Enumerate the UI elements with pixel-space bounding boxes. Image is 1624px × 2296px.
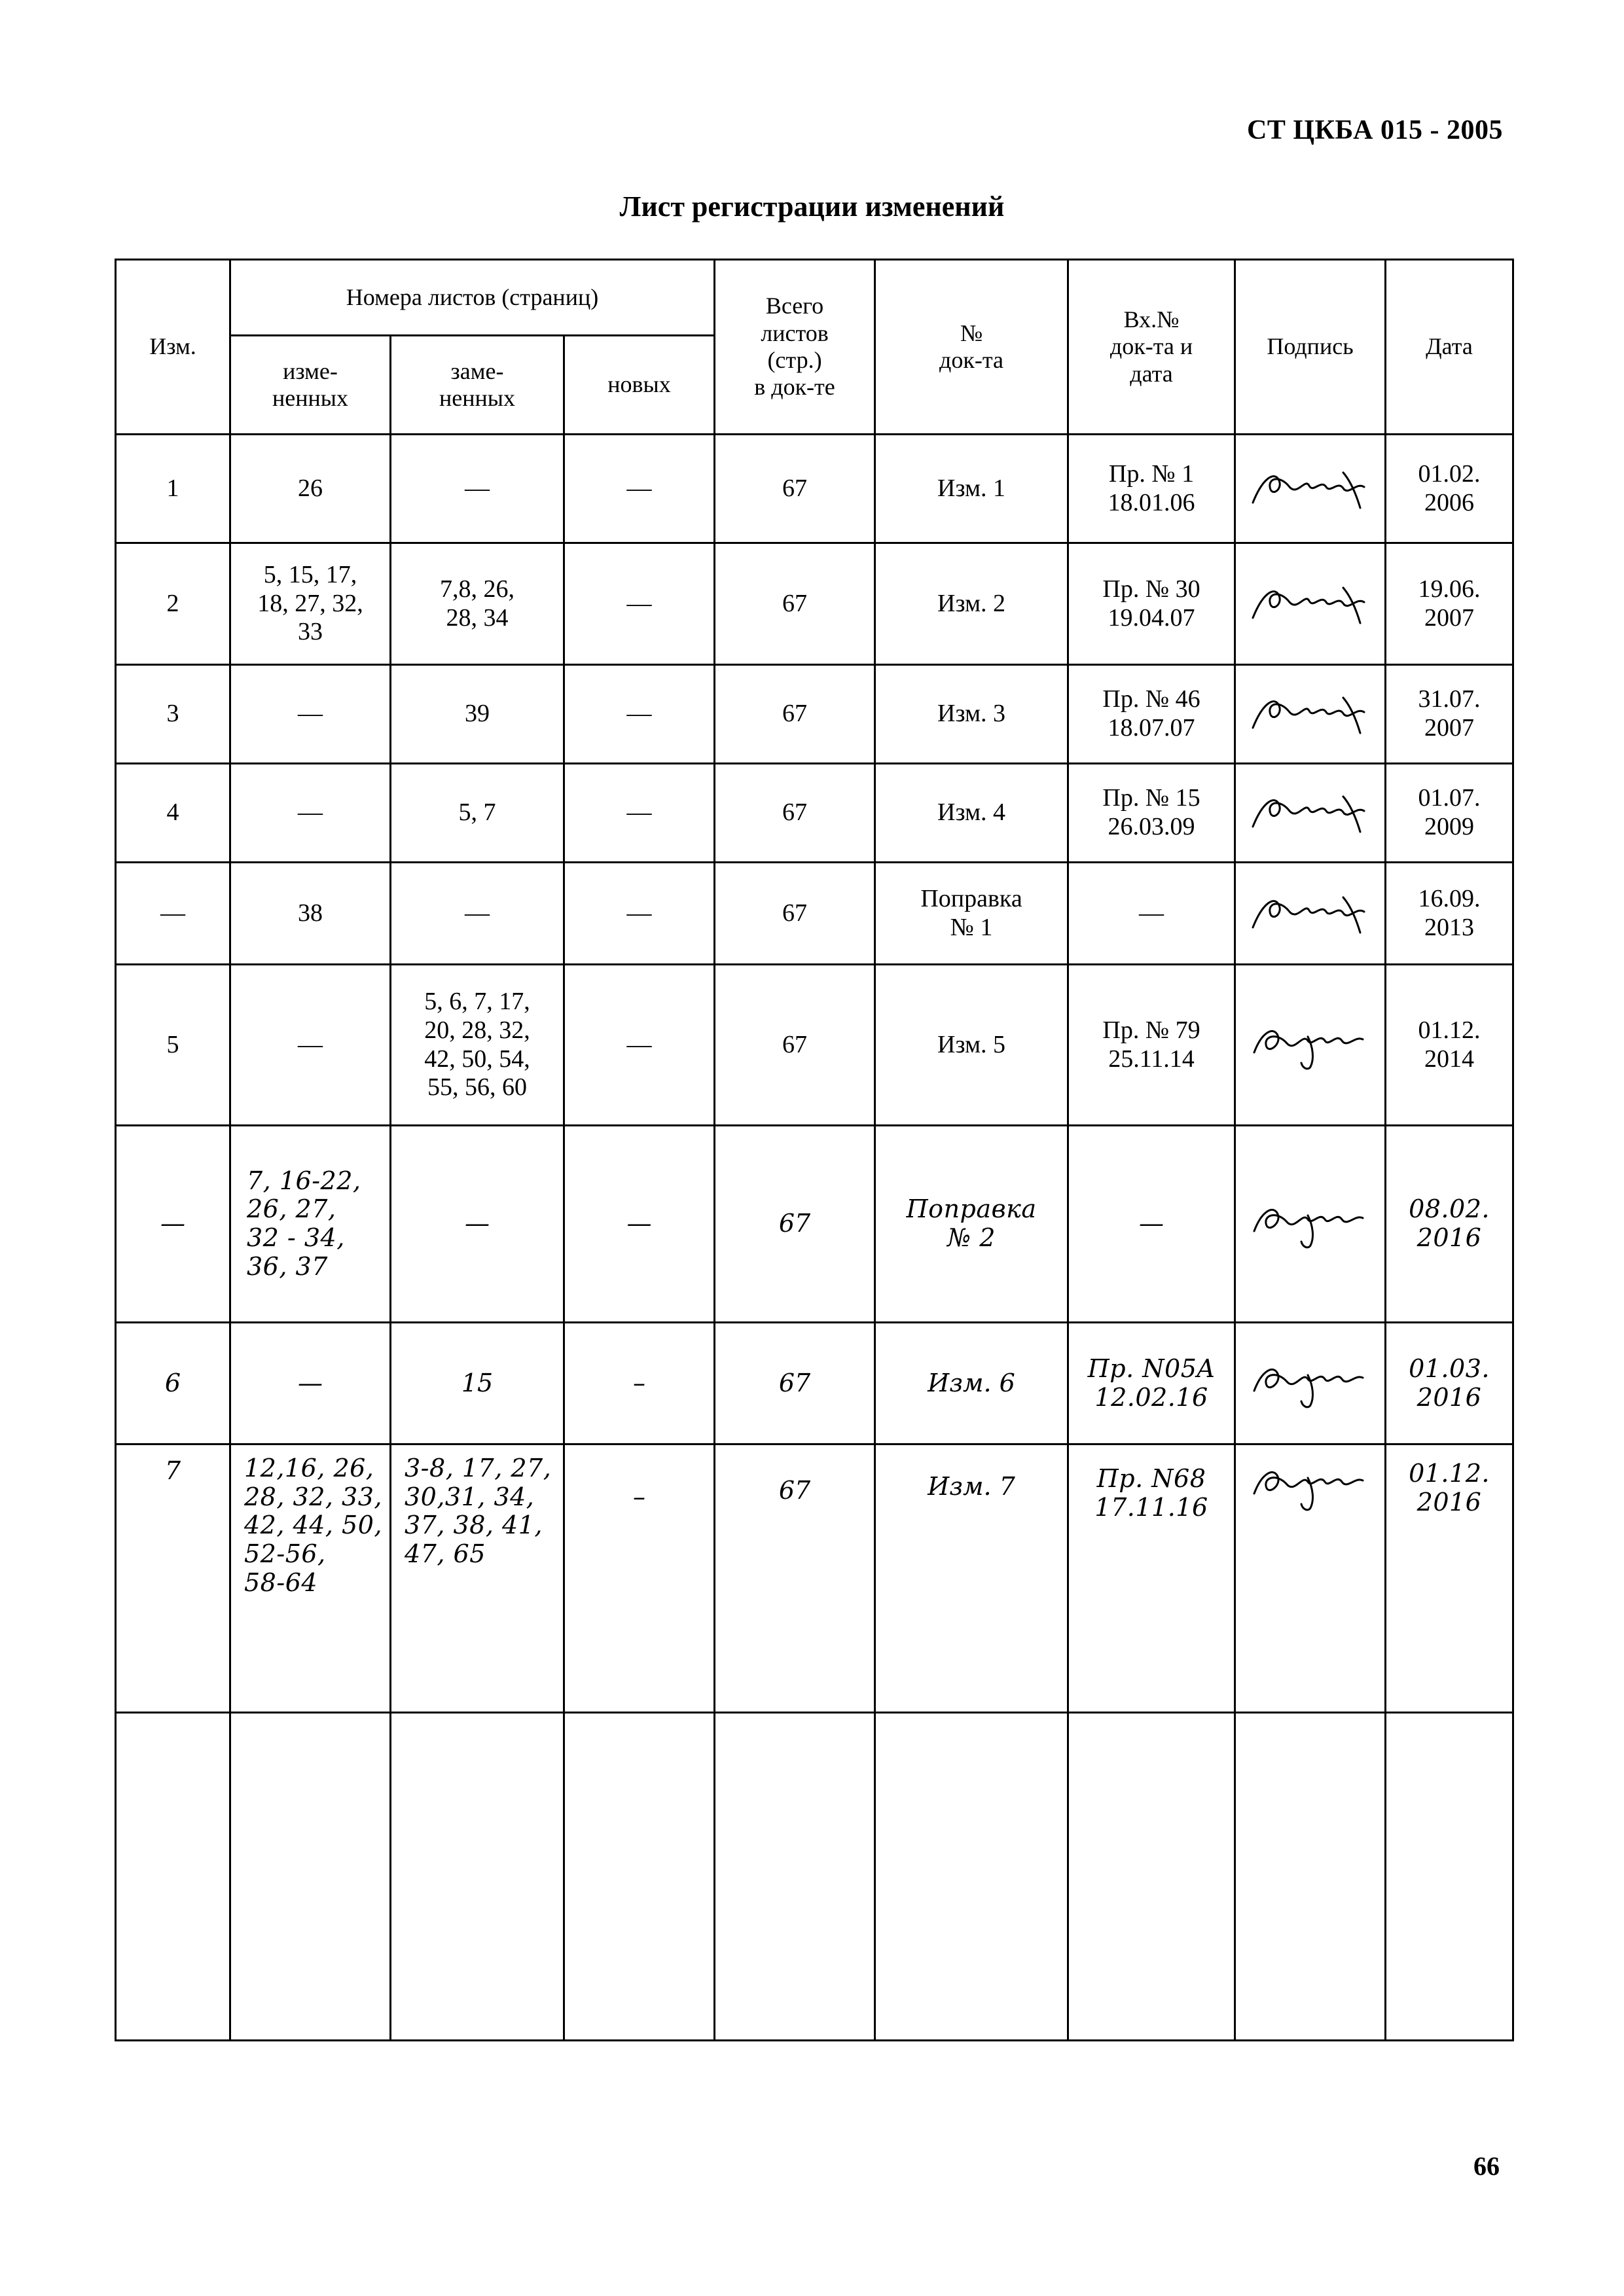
header-incoming-line2: док-та и — [1110, 333, 1193, 360]
cell-doc-line1: Поправка — [920, 884, 1022, 912]
cell-date-line1: 01.12. — [1409, 1459, 1490, 1488]
cell-total: 67 — [715, 1126, 875, 1323]
cell-incoming-line2: 12.02.16 — [1094, 1382, 1208, 1412]
cell-date — [1386, 1323, 1513, 1444]
cell-total: 67 — [715, 665, 875, 764]
cell-signature — [1235, 1323, 1386, 1444]
header-incoming-line1: Вх.№ — [1123, 306, 1180, 332]
cell-total: 67 — [715, 435, 875, 543]
cell-doc-number: Изм. 7 — [875, 1444, 1068, 1713]
cell-replaced: 5, 7 — [391, 764, 564, 863]
cell-incoming-line1: Пр. № 46 — [1102, 685, 1200, 713]
cell-izm: 5 — [116, 965, 230, 1126]
cell-replaced-line4: 55, 56, 60 — [427, 1073, 527, 1102]
cell-doc-number: Изм. 3 — [875, 665, 1068, 764]
cell-replaced-line4: 47, 65 — [405, 1539, 486, 1569]
cell-replaced: — — [391, 863, 564, 965]
header-replaced — [391, 336, 564, 435]
cell-date-line2: 2016 — [1416, 1223, 1482, 1252]
cell-doc-number: Изм. 5 — [875, 965, 1068, 1126]
cell-signature-empty — [1235, 1713, 1386, 2041]
cell-date-line1: 16.09. — [1418, 884, 1481, 912]
table-row — [116, 1126, 1513, 1323]
header-signature: Подпись — [1235, 260, 1386, 435]
header-doc-line1: № — [960, 319, 983, 346]
header-replaced-line1: заме- — [450, 357, 504, 384]
cell-total: 67 — [715, 764, 875, 863]
cell-new-empty — [564, 1713, 715, 2041]
cell-replaced: 39 — [391, 665, 564, 764]
cell-izm: — — [116, 863, 230, 965]
header-replaced-line2: ненных — [439, 385, 515, 411]
cell-signature — [1235, 435, 1386, 543]
cell-changed-line1: 5, 15, 17, — [263, 560, 357, 588]
cell-doc-number — [875, 1126, 1068, 1323]
header-total-sheets — [715, 260, 875, 435]
cell-replaced-line2: 30,31, 34, — [405, 1482, 535, 1511]
cell-new: — — [564, 965, 715, 1126]
cell-incoming-line2: 18.07.07 — [1108, 714, 1195, 742]
cell-date-line1: 01.03. — [1409, 1354, 1490, 1383]
cell-incoming-line2: 25.11.14 — [1108, 1045, 1195, 1073]
signature-icon — [1238, 1359, 1382, 1408]
cell-incoming-line1: Пр. N68 — [1096, 1464, 1206, 1493]
cell-changed-line3: 32 - 34, — [247, 1223, 345, 1252]
header-total-line3: (стр.) — [767, 347, 822, 373]
header-total-line2: листов — [761, 319, 829, 346]
header-total-line1: Всего — [765, 293, 824, 319]
cell-replaced-empty — [391, 1713, 564, 2041]
cell-incoming — [1068, 665, 1235, 764]
cell-replaced — [391, 965, 564, 1126]
cell-incoming: — — [1068, 863, 1235, 965]
cell-date — [1386, 764, 1513, 863]
cell-date-line2: 2013 — [1424, 913, 1475, 941]
cell-incoming-line2: 26.03.09 — [1108, 813, 1195, 840]
signature-icon — [1238, 580, 1382, 628]
cell-date-line1: 31.07. — [1418, 685, 1481, 713]
cell-changed: — — [230, 764, 391, 863]
cell-izm-empty — [116, 1713, 230, 2041]
header-sheet-numbers: Номера листов (страниц) — [230, 260, 715, 336]
cell-total: 67 — [715, 1444, 875, 1713]
header-changed — [230, 336, 391, 435]
table-row — [116, 1444, 1513, 1713]
cell-new: — — [564, 435, 715, 543]
cell-izm: 6 — [116, 1323, 230, 1444]
cell-date-empty — [1386, 1713, 1513, 2041]
cell-date-line2: 2009 — [1424, 813, 1475, 840]
cell-incoming-line2: 19.04.07 — [1108, 603, 1195, 632]
cell-date — [1386, 543, 1513, 665]
cell-date — [1386, 1126, 1513, 1323]
cell-replaced-line2: 28, 34 — [446, 603, 509, 632]
table-row — [116, 665, 1513, 764]
cell-replaced-line3: 42, 50, 54, — [424, 1045, 530, 1073]
cell-incoming — [1068, 1444, 1235, 1713]
header-doc-number — [875, 260, 1068, 435]
cell-changed-line4: 52-56, — [244, 1539, 326, 1569]
cell-changed-empty — [230, 1713, 391, 2041]
cell-new: — — [564, 665, 715, 764]
cell-changed-line5: 58-64 — [244, 1568, 318, 1597]
signature-icon — [1238, 1021, 1382, 1069]
cell-total: 67 — [715, 1323, 875, 1444]
cell-izm: 3 — [116, 665, 230, 764]
cell-signature — [1235, 965, 1386, 1126]
cell-replaced — [391, 1444, 564, 1713]
cell-changed-line1: 7, 16-22, — [247, 1166, 361, 1195]
cell-incoming — [1068, 764, 1235, 863]
page-title: Лист регистрации изменений — [619, 190, 1005, 223]
cell-signature — [1235, 665, 1386, 764]
table-row — [116, 863, 1513, 965]
cell-izm: — — [116, 1126, 230, 1323]
cell-signature — [1235, 764, 1386, 863]
cell-incoming-line1: Пр. № 1 — [1108, 459, 1195, 488]
cell-date-line1: 01.07. — [1418, 784, 1481, 812]
header-new: новых — [564, 336, 715, 435]
cell-new: — — [564, 1126, 715, 1323]
cell-incoming-empty — [1068, 1713, 1235, 2041]
cell-changed-line3: 33 — [298, 618, 323, 646]
change-registration-table — [115, 259, 1514, 2041]
cell-new: — — [564, 764, 715, 863]
cell-signature — [1235, 1126, 1386, 1323]
cell-incoming — [1068, 543, 1235, 665]
cell-new: – — [564, 1444, 715, 1713]
cell-doc-number: Изм. 4 — [875, 764, 1068, 863]
cell-incoming-line1: Пр. N05A — [1087, 1354, 1216, 1383]
header-incoming-doc — [1068, 260, 1235, 435]
cell-doc-number: Изм. 6 — [875, 1323, 1068, 1444]
signature-icon — [1238, 1200, 1382, 1248]
signature-icon — [1238, 465, 1382, 513]
cell-incoming-line1: Пр. № 30 — [1102, 575, 1200, 603]
cell-changed-line3: 42, 44, 50, — [244, 1511, 382, 1540]
cell-new: – — [564, 1323, 715, 1444]
header-total-line4: в док-те — [754, 374, 835, 401]
cell-date-line2: 2007 — [1424, 714, 1475, 742]
cell-izm: 1 — [116, 435, 230, 543]
cell-date-line2: 2006 — [1424, 488, 1475, 516]
cell-izm: 4 — [116, 764, 230, 863]
signature-icon — [1238, 889, 1382, 938]
cell-date — [1386, 1444, 1513, 1713]
cell-date-line2: 2016 — [1416, 1382, 1482, 1412]
cell-doc-line2: № 2 — [947, 1223, 996, 1252]
cell-replaced: 15 — [391, 1323, 564, 1444]
cell-changed: — — [230, 1323, 391, 1444]
cell-changed-line2: 18, 27, 32, — [257, 589, 363, 617]
cell-changed: — — [230, 965, 391, 1126]
cell-doc-line1: Поправка — [906, 1194, 1037, 1224]
table-row — [116, 764, 1513, 863]
cell-date-line1: 19.06. — [1418, 575, 1481, 603]
cell-date-line1: 01.02. — [1418, 459, 1481, 488]
header-changed-line2: ненных — [272, 385, 348, 411]
cell-replaced-line1: 7,8, 26, — [440, 575, 514, 603]
cell-date — [1386, 435, 1513, 543]
cell-replaced-line1: 5, 6, 7, 17, — [424, 988, 530, 1016]
page-number: 66 — [1473, 2151, 1500, 2181]
cell-date-line2: 2007 — [1424, 603, 1475, 632]
table-row — [116, 965, 1513, 1126]
cell-replaced-line3: 37, 38, 41, — [405, 1511, 543, 1540]
table-header-row-top — [116, 260, 1513, 336]
cell-incoming-line1: Пр. № 79 — [1102, 1016, 1200, 1044]
header-izm: Изм. — [116, 260, 230, 435]
cell-changed-line2: 28, 32, 33, — [244, 1482, 382, 1511]
header-doc-line2: док-та — [939, 347, 1003, 373]
cell-total: 67 — [715, 965, 875, 1126]
cell-signature — [1235, 1444, 1386, 1713]
cell-date — [1386, 965, 1513, 1126]
cell-date-line2: 2014 — [1424, 1045, 1475, 1073]
header-incoming-line3: дата — [1130, 360, 1173, 387]
cell-changed — [230, 543, 391, 665]
cell-date — [1386, 665, 1513, 764]
cell-replaced: — — [391, 1126, 564, 1323]
document-code: СТ ЦКБА 015 - 2005 — [1247, 115, 1503, 145]
cell-incoming-line2: 17.11.16 — [1094, 1492, 1208, 1522]
cell-changed: 38 — [230, 863, 391, 965]
cell-changed-line4: 36, 37 — [247, 1251, 328, 1281]
cell-changed — [230, 1444, 391, 1713]
header-changed-line1: изме- — [283, 357, 338, 384]
table-row-empty — [116, 1713, 1513, 2041]
cell-replaced-line2: 20, 28, 32, — [424, 1016, 530, 1044]
cell-date-line1: 08.02. — [1409, 1194, 1490, 1224]
cell-incoming-line1: Пр. № 15 — [1102, 784, 1200, 812]
cell-incoming — [1068, 965, 1235, 1126]
cell-date-line2: 2016 — [1416, 1487, 1482, 1516]
signature-icon — [1238, 789, 1382, 837]
table-row — [116, 543, 1513, 665]
cell-incoming — [1068, 1323, 1235, 1444]
cell-doc-number — [875, 863, 1068, 965]
signature-icon — [1238, 690, 1382, 738]
cell-izm: 7 — [116, 1444, 230, 1713]
cell-doc-number: Изм. 2 — [875, 543, 1068, 665]
cell-new: — — [564, 863, 715, 965]
cell-replaced-line1: 3-8, 17, 27, — [405, 1454, 552, 1482]
cell-date — [1386, 863, 1513, 965]
cell-signature — [1235, 543, 1386, 665]
cell-changed: — — [230, 665, 391, 764]
cell-date-line1: 01.12. — [1418, 1016, 1481, 1044]
cell-changed-line1: 12,16, 26, — [244, 1454, 374, 1482]
cell-incoming — [1068, 435, 1235, 543]
cell-replaced — [391, 543, 564, 665]
cell-changed: 26 — [230, 435, 391, 543]
cell-total: 67 — [715, 863, 875, 965]
cell-changed — [230, 1126, 391, 1323]
cell-izm: 2 — [116, 543, 230, 665]
cell-doc-number: Изм. 1 — [875, 435, 1068, 543]
cell-changed-line2: 26, 27, — [247, 1194, 336, 1224]
cell-replaced: — — [391, 435, 564, 543]
cell-signature — [1235, 863, 1386, 965]
cell-incoming: — — [1068, 1126, 1235, 1323]
table-row — [116, 435, 1513, 543]
cell-incoming-line2: 18.01.06 — [1108, 488, 1195, 516]
cell-doc-number-empty — [875, 1713, 1068, 2041]
cell-total-empty — [715, 1713, 875, 2041]
cell-doc-line2: № 1 — [950, 913, 993, 941]
table-row — [116, 1323, 1513, 1444]
cell-total: 67 — [715, 543, 875, 665]
header-date: Дата — [1386, 260, 1513, 435]
signature-icon — [1238, 1462, 1382, 1511]
cell-new: — — [564, 543, 715, 665]
